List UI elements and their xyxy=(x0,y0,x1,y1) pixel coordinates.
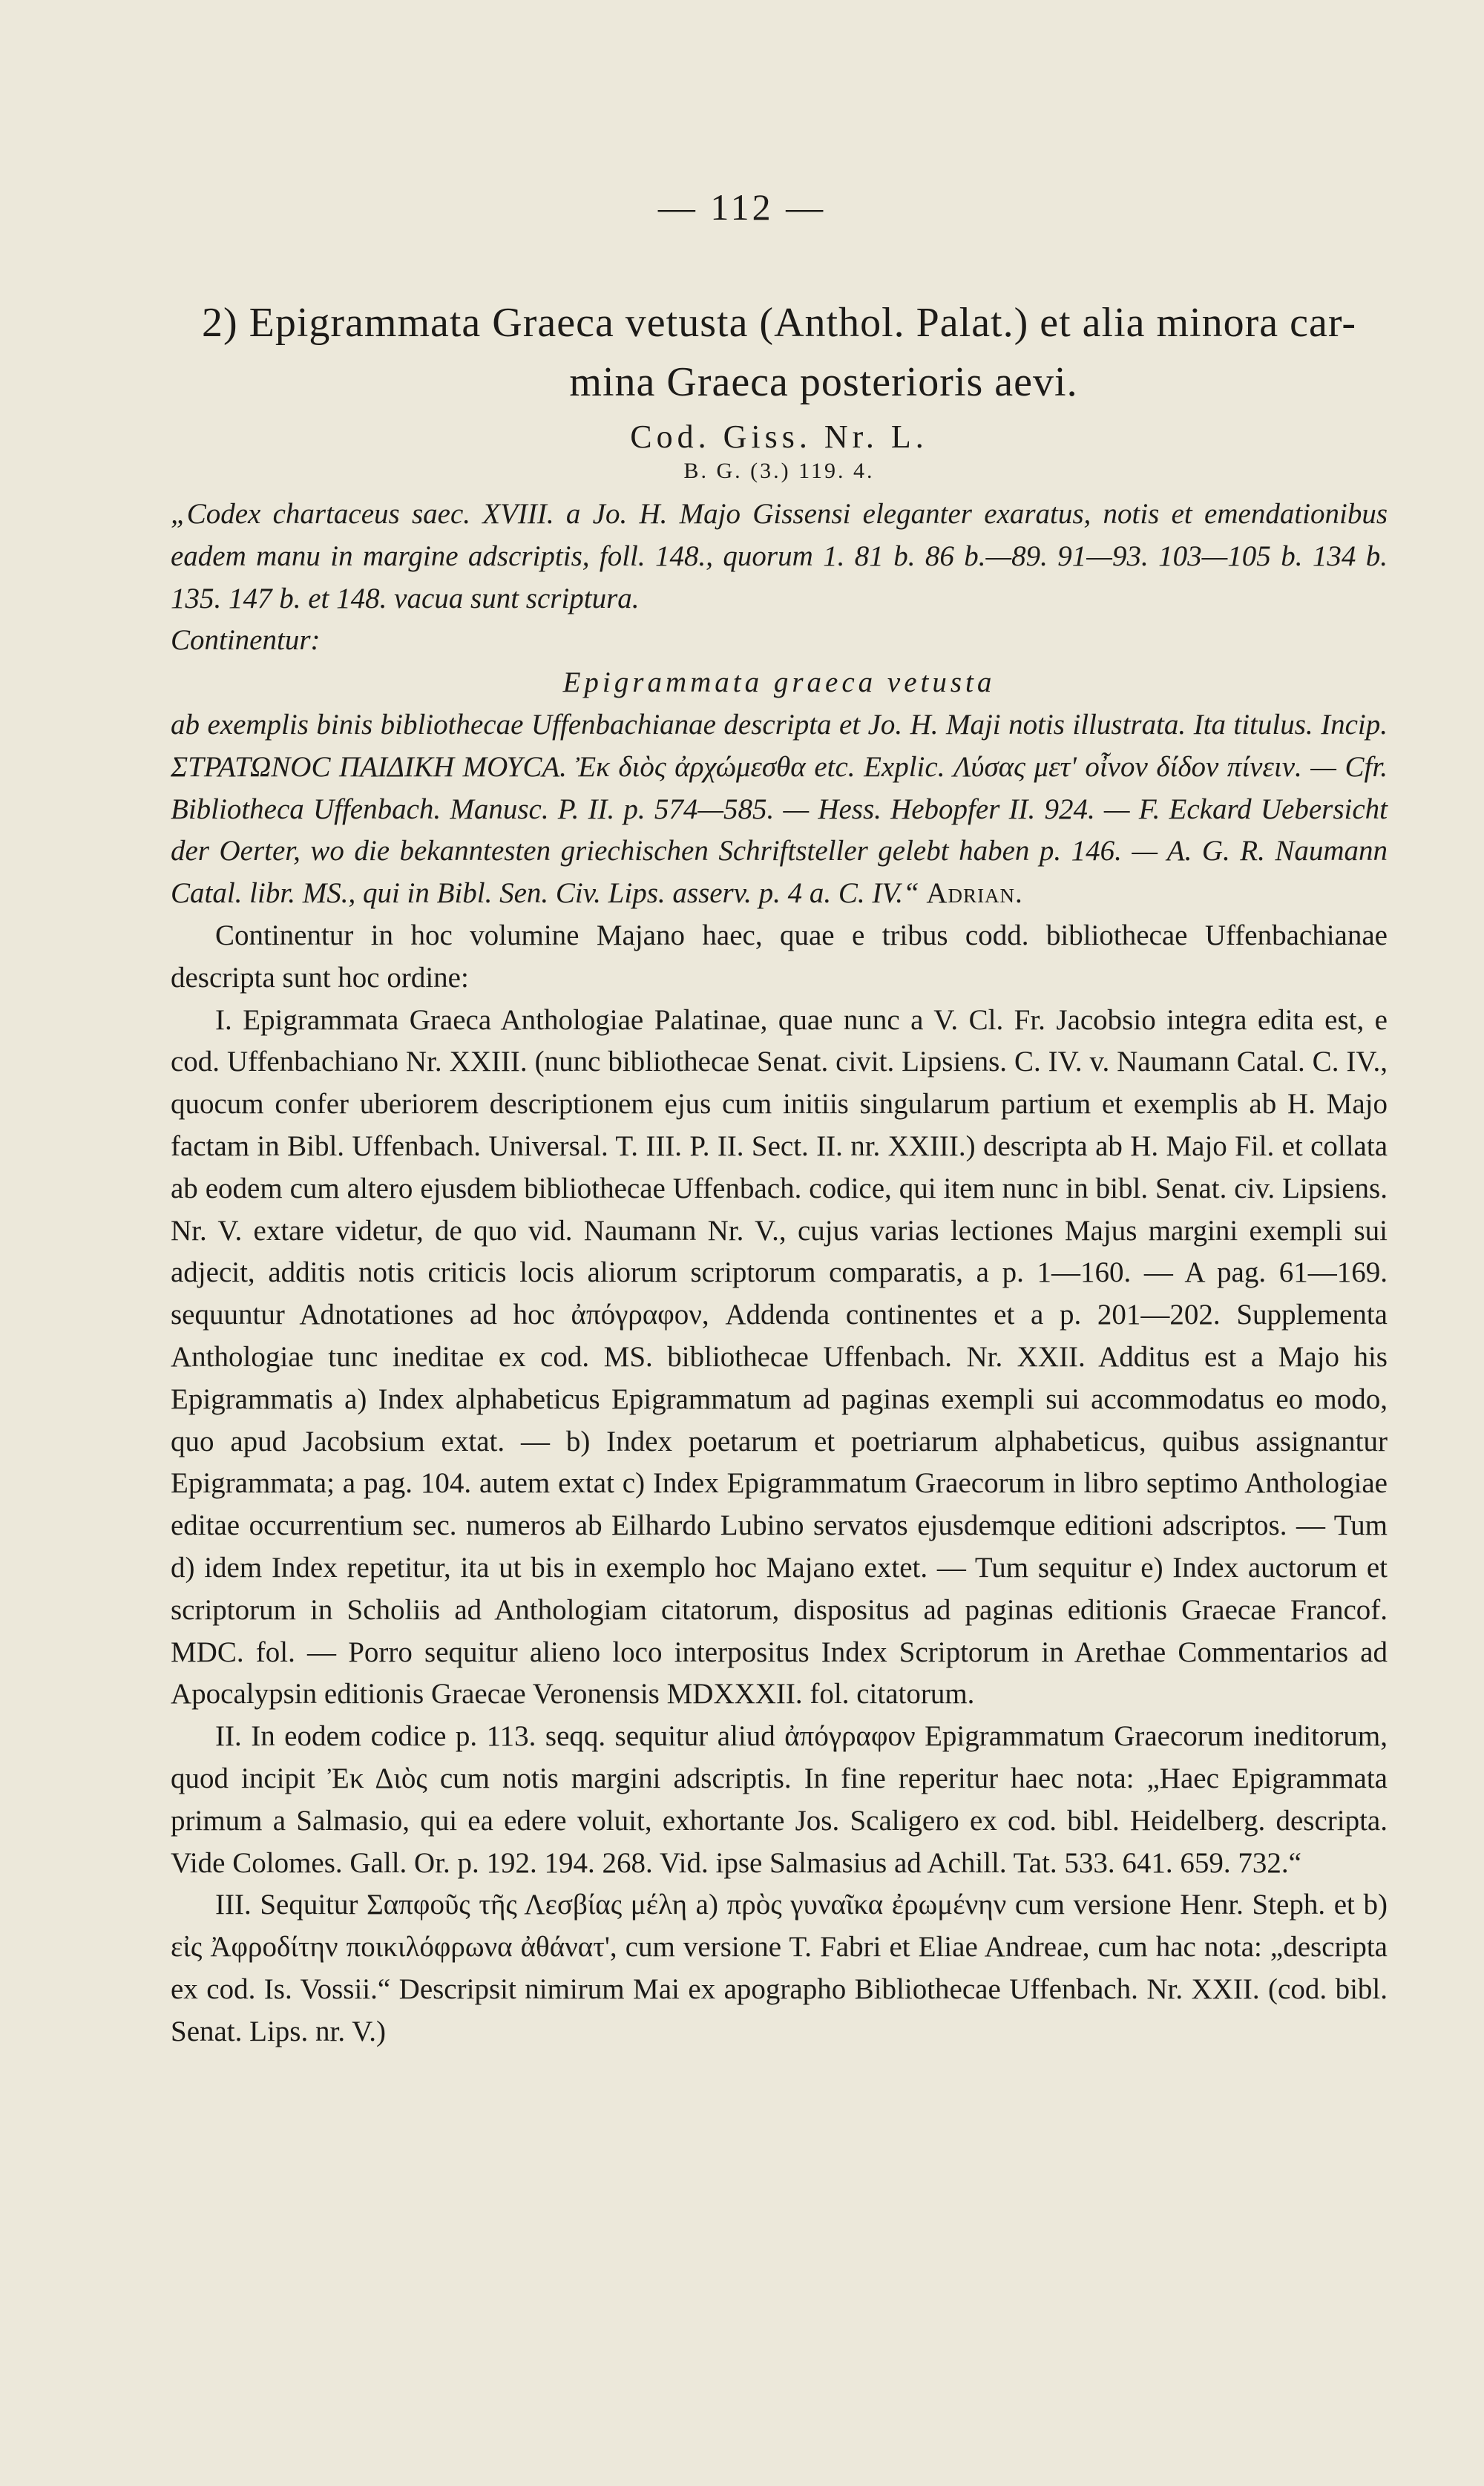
codex-description: „Codex chartaceus saec. XVIII. a Jo. H. Majo Gissensi eleganter exaratus, notis et emendationibus eadem manu in margine adscriptis, foll. 148., quorum 1. 81 b. 86 b.—89. 91—93. 103—105 b. 134 b. 135. 147 b. et 148. vacua sunt scriptura. xyxy=(171,498,1388,614)
contents-label: Continentur: xyxy=(171,624,321,657)
contents-intro: Continentur in hoc volumine Majano haec, quae e tribus codd. bibliothecae Uffenbachianae descripta sunt hoc ordine: xyxy=(171,919,1388,994)
codex-title: Cod. Giss. Nr. L. xyxy=(630,419,928,455)
work-title: Epigrammata graeca vetusta xyxy=(562,666,996,699)
contents-part-1: I. Epigrammata Graeca Anthologiae Palatinae, quae nunc a V. Cl. Fr. Jacobsio integra edita est, e cod. Uffenbachiano Nr. XXIII. (nunc bibliothecae Senat. civit. Lipsiens. C. IV. v. Naumann Catal. C. IV., quocum confer uberiorem descriptionem ejus cum initiis singularum partium et exemplis ab H. Majo factam in Bibl. Uffenbach. Universal. T. III. P. II. Sect. II. nr. XXIII.) descripta ab H. Majo Fil. et collata ab eodem cum altero ejusdem bibliothecae Uffenbach. codice, qui item nunc in bibl. Senat. civ. Lipsiens. Nr. V. extare videtur, de quo vid. Naumann Nr. V., cujus varias lectiones Majus margini exempli sui adjecit, additis notis criticis locis aliorum scriptorum comparatis, a p. 1—160. — A pag. 61—169. sequuntur Adnotationes ad hoc ἀπόγραφον, Addenda continentes et a p. 201—202. Supplementa Anthologiae tunc ineditae ex cod. MS. bibliothecae Uffenbach. Nr. XXII. Additus est a Majo his Epigrammatis a) Index alphabeticus Epigrammatum ad paginas exempli sui accommodatus eo modo, quo apud Jacobsium extat. — b) Index poetarum et poetriarum alphabeticus, quibus assignantur Epigrammata; a pag. 104. autem extat c) Index Epigrammatum Graecorum in libro septimo Anthologiae editae occurrentium sec. numeros ab Eilhardo Lubino servatos ejusdemque editioni adscriptos. — Tum d) idem Index repetitur, ita ut bis in exemplo hoc Majano extet. — Tum sequitur e) Index auctorum et scriptorum in Scholiis ad Anthologiam citatorum, dispositus ad paginas editionis Graecae Francof. MDC. fol. — Porro sequitur alieno loco interpositus Index Scriptorum in Arethae Commentarios ad Apocalypsin editionis Graecae Veronensis MDXXXII. fol. citatorum. xyxy=(171,1003,1388,1711)
section-heading-line-1: 2) Epigrammata Graeca vetusta (Anthol. Palat.) et alia minora car- xyxy=(201,300,1356,346)
page-number: — 112 — xyxy=(657,186,827,228)
section-heading-line-2: mina Graeca posterioris aevi. xyxy=(569,359,1078,405)
contents-part-3: III. Sequitur Σαπφοῦς τῆς Λεσβίας μέλη a) πρὸς γυναῖκα ἐρωμένην cum versione Henr. Steph. et b) εἰς Ἀφροδίτην ποικιλόφρωνα ἀθάνατ', cum versione T. Fabri et Eliae Andreae, cum hac nota: „descripta ex cod. Is. Vossii.“ Descripsit nimirum Mai ex apographo Bibliothecae Uffenbach. Nr. XXII. (cod. bibl. Senat. Lips. nr. V.) xyxy=(171,1889,1388,2047)
section-heading xyxy=(171,293,1388,412)
work-description-text: ab exemplis binis bibliothecae Uffenbachianae descripta et Jo. H. Maji notis illustrata. Ita titulus. Incip. ΣΤΡΑΤΩΝΟC ΠΑΙΔΙΚΗ ΜΟΥCΑ. Ἐκ διὸς ἀρχώμεσθα etc. Explic. Λύσας μετ' οἶνον δίδον πίνειν. — Cfr. Bibliotheca Uffenbach. Manusc. P. II. p. 574—585. — Hess. Hebopfer II. 924. — F. Eckard Uebersicht der Oerter, wo die bekanntesten griechischen Schriftsteller gelebt haben p. 146. — A. G. R. Naumann Catal. libr. MS., qui in Bibl. Sen. Civ. Lips. asserv. p. 4 a. C. IV.“ xyxy=(171,708,1388,910)
author-signature: Adrian. xyxy=(926,877,1023,910)
work-description xyxy=(171,704,1388,915)
body-text xyxy=(171,493,1388,2053)
contents-part-2: II. In eodem codice p. 113. seqq. sequitur aliud ἀπόγραφον Epigrammatum Graecorum ineditorum, quod incipit Ἐκ Διὸς cum notis margini adscriptis. In fine reperitur haec nota: „Haec Epigrammata primum a Salmasio, qui ea edere voluit, exhortante Jos. Scaligero ex cod. bibl. Heidelberg. descripta. Vide Colomes. Gall. Or. p. 192. 194. 268. Vid. ipse Salmasius ad Achill. Tat. 533. 641. 659. 732.“ xyxy=(171,1720,1388,1879)
codex-signature: B. G. (3.) 119. 4. xyxy=(683,459,875,483)
